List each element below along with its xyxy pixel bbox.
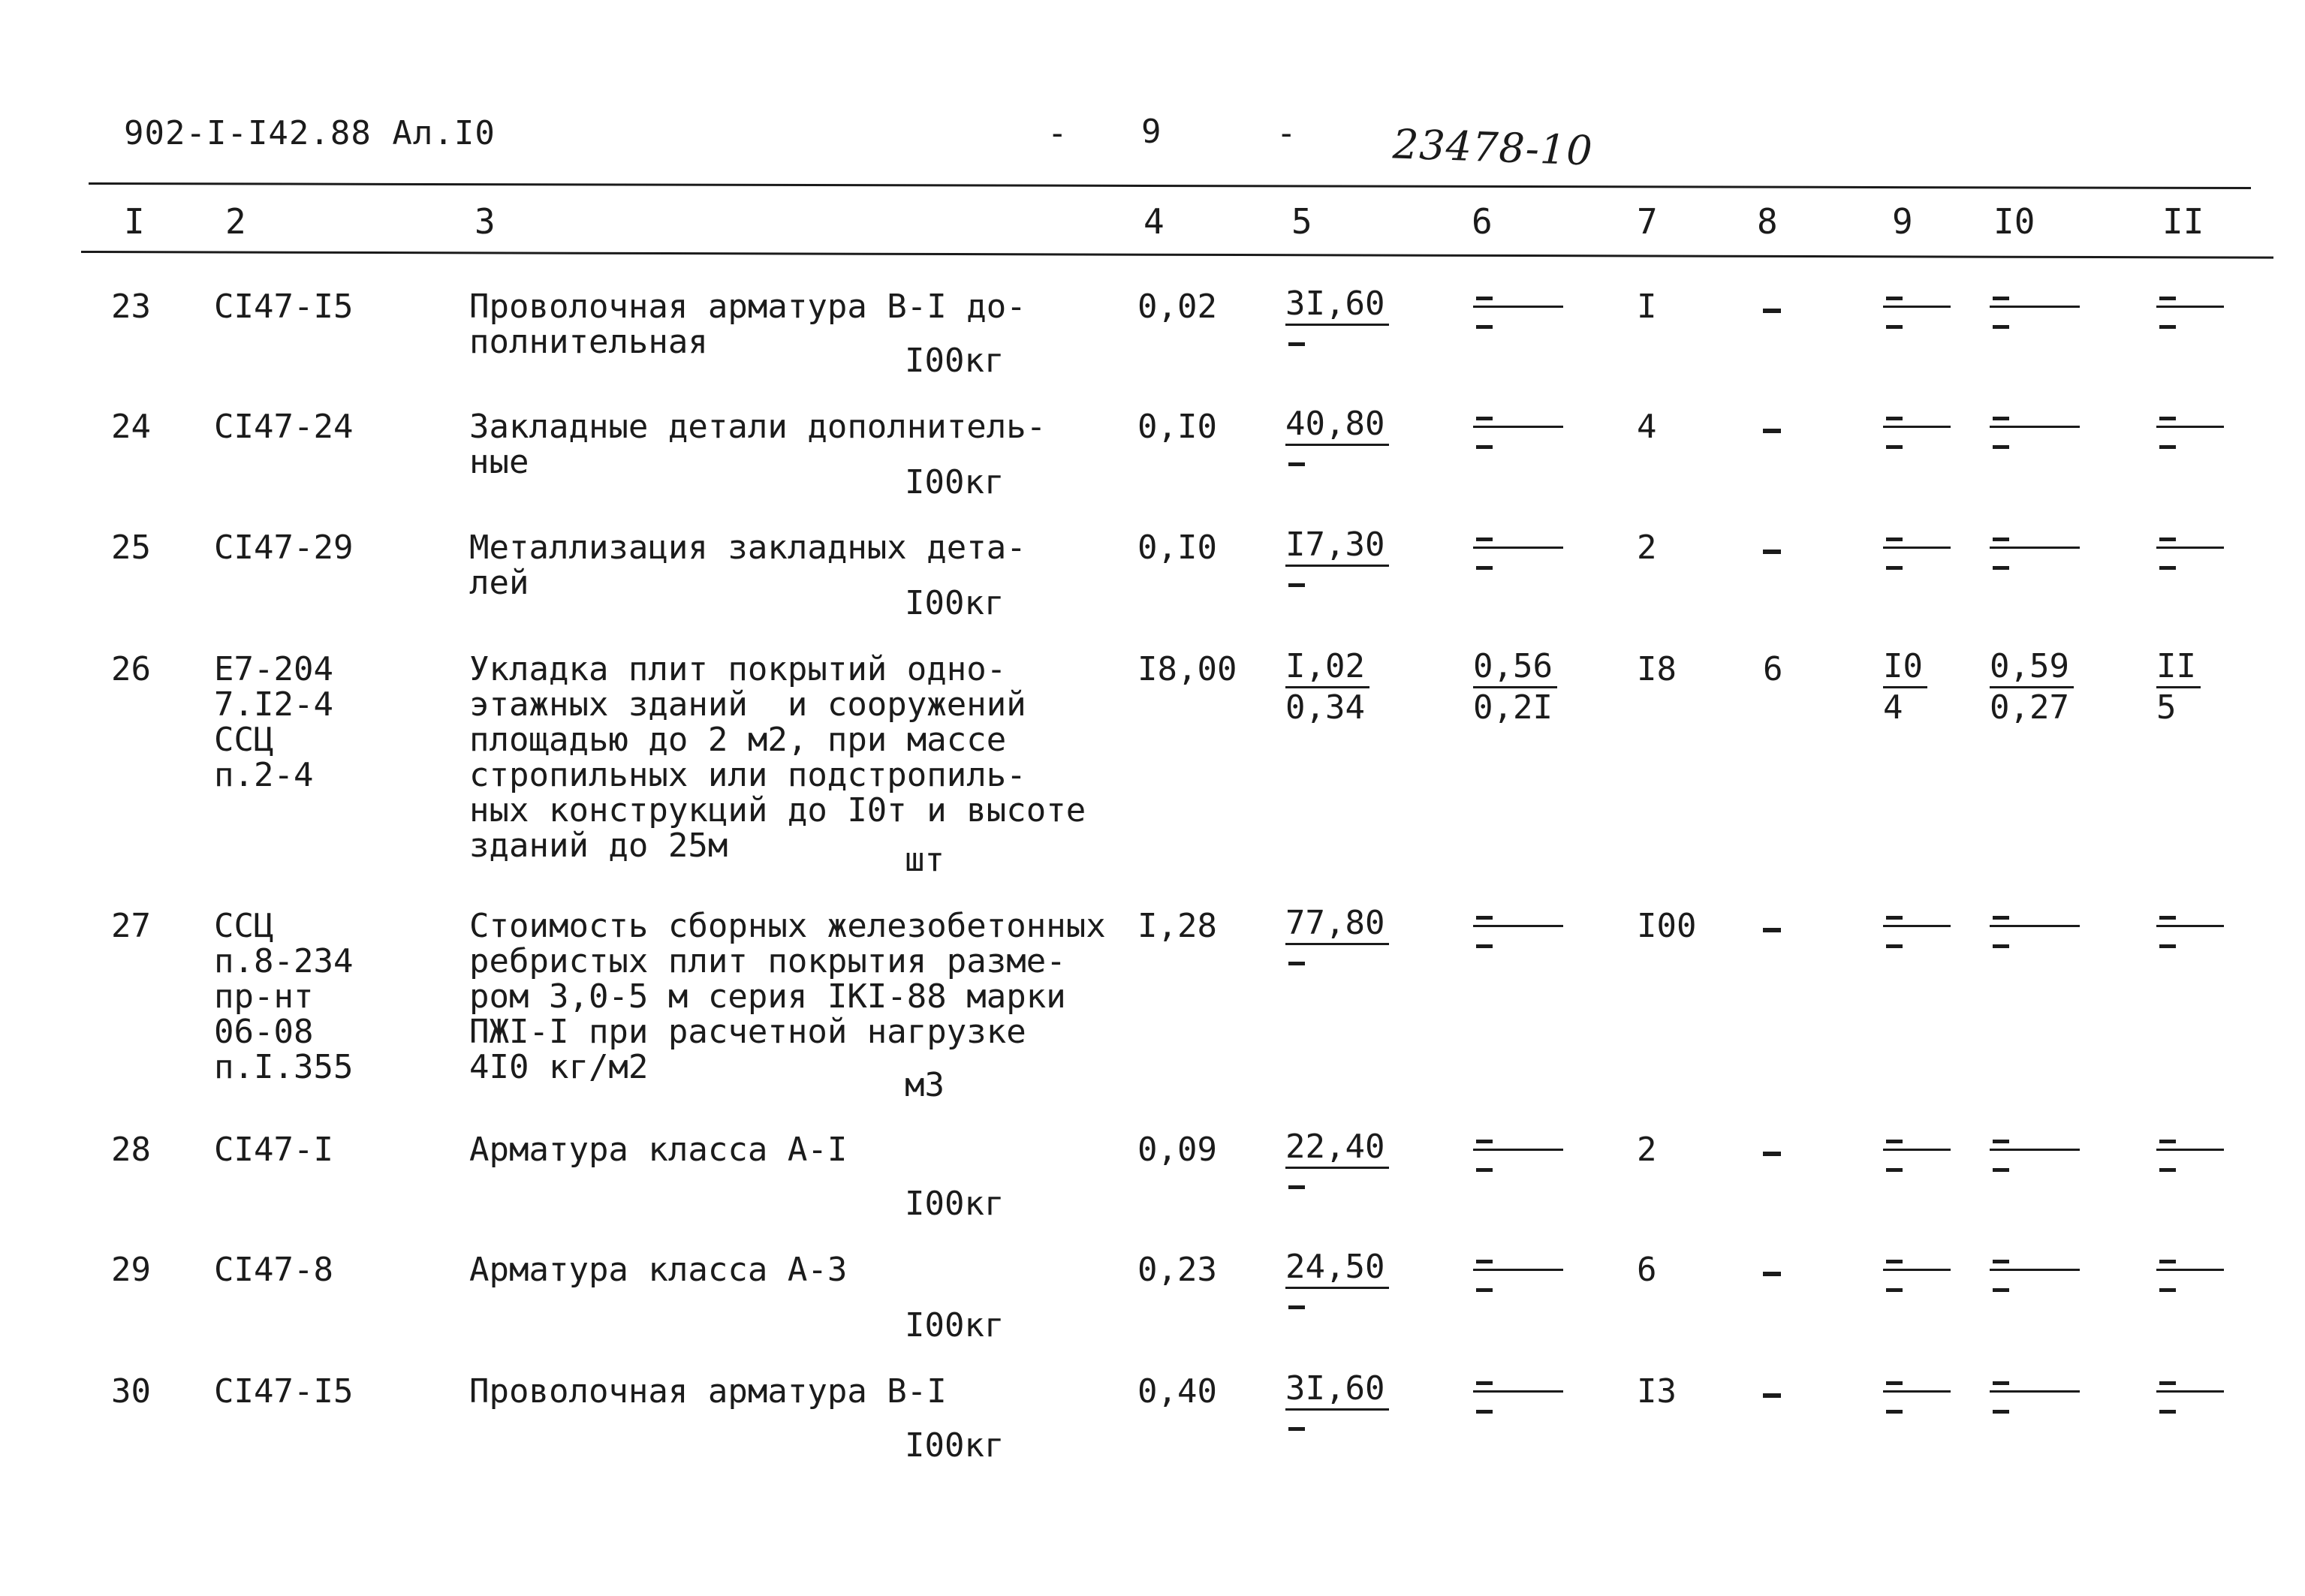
- cost-col-9-bottom: [1886, 944, 1903, 948]
- cost-col-11: [2156, 647, 2201, 727]
- cost-col-11-bottom: [2159, 944, 2176, 948]
- cost-col-10-bottom: [1993, 325, 2009, 329]
- total-col-7: 2: [1637, 1131, 1657, 1169]
- quantity: I8,00: [1137, 650, 1237, 688]
- cost-col-11-bottom: [2159, 1168, 2176, 1172]
- page-number: 9: [1141, 113, 1162, 151]
- cost-col-6: [1473, 647, 1557, 727]
- total-col-7: I00: [1637, 907, 1697, 945]
- cost-col-9-top: [1886, 417, 1903, 420]
- total-col-7: 4: [1637, 408, 1657, 446]
- total-col-8: [1763, 429, 1781, 433]
- cost-col-11-top: [2159, 1140, 2176, 1143]
- cost-col-11-bottom: [2159, 1410, 2176, 1414]
- unit-cost: [1285, 405, 1389, 485]
- cost-col-10-fraction-line: [1990, 306, 2080, 308]
- unit-cost-top: 77,80: [1285, 904, 1389, 945]
- unit-of-measure: I00кг: [905, 463, 1005, 501]
- row-number: 29: [111, 1251, 151, 1289]
- cost-col-6: [1473, 907, 1526, 952]
- work-description: Стоимость сборных железобетонных ребристых плит покрытия разме- ром 3,0-5 м серия IКI-88 марки ПЖI-I при расчетной нагрузке 4I0 кг/м2: [469, 907, 1106, 1086]
- quantity: 0,40: [1137, 1372, 1217, 1411]
- cost-col-11-top: [2159, 417, 2176, 420]
- cost-col-10-bottom: 0,27: [1990, 688, 2069, 727]
- unit-cost: [1285, 285, 1389, 365]
- cost-col-9-fraction-line: [1883, 925, 1951, 927]
- rate-code: CI47-I: [214, 1131, 333, 1169]
- cost-col-6-top: [1476, 916, 1493, 920]
- work-description: Металлизация закладных дета- лей: [469, 528, 1026, 602]
- unit-cost-bottom: [1285, 945, 1389, 984]
- header-dash-right: -: [1276, 114, 1297, 152]
- unit-cost-top: 3I,60: [1285, 285, 1389, 326]
- cost-col-9-bottom: [1886, 325, 1903, 329]
- total-col-8: [1763, 309, 1781, 313]
- total-col-7: I8: [1637, 650, 1677, 688]
- handwritten-code: 23478-10: [1391, 120, 1594, 175]
- rate-code: CI47-24: [214, 408, 354, 446]
- cost-col-6-bottom: [1476, 944, 1493, 948]
- cost-col-6-bottom: [1476, 445, 1493, 449]
- cost-col-10-top: [1993, 1140, 2009, 1143]
- cost-col-6-fraction-line: [1473, 426, 1563, 428]
- cost-col-9-fraction-line: [1883, 426, 1951, 428]
- unit-cost-top: I,02: [1285, 647, 1369, 688]
- row-number: 27: [111, 907, 151, 945]
- unit-cost-bottom: [1285, 1289, 1389, 1328]
- total-col-8: [1763, 1393, 1781, 1398]
- column-number: 8: [1757, 201, 1778, 242]
- cost-col-6-bottom: [1476, 1288, 1493, 1292]
- unit-of-measure: I00кг: [905, 1426, 1005, 1465]
- cost-col-10-fraction-line: [1990, 925, 2080, 927]
- cost-col-10: [1990, 1372, 2042, 1417]
- total-col-7: 2: [1637, 528, 1657, 567]
- cost-col-9-top: [1886, 1260, 1903, 1263]
- cost-col-6-top: [1476, 538, 1493, 541]
- cost-col-11-top: [2159, 1260, 2176, 1263]
- total-col-8: [1763, 1152, 1781, 1156]
- unit-cost-bottom: [1285, 446, 1389, 485]
- cost-col-10-bottom: [1993, 1168, 2009, 1172]
- cost-col-9-bottom: [1886, 566, 1903, 570]
- cost-col-10-fraction-line: [1990, 547, 2080, 549]
- rate-code: CI47-I5: [214, 288, 354, 326]
- cost-col-10-top: [1993, 417, 2009, 420]
- cost-col-10-top: 0,59: [1990, 647, 2074, 688]
- cost-col-9-top: [1886, 1381, 1903, 1385]
- unit-cost-bottom: [1285, 326, 1389, 365]
- column-number: 2: [225, 201, 246, 242]
- cost-col-11-top: [2159, 297, 2176, 300]
- cost-col-11: [2156, 1372, 2209, 1417]
- unit-cost-bottom: [1285, 1169, 1389, 1208]
- unit-cost: [1285, 904, 1389, 984]
- cost-col-9: [1883, 647, 1927, 727]
- cost-col-11-fraction-line: [2156, 306, 2224, 308]
- cost-col-11-top: [2159, 916, 2176, 920]
- row-number: 26: [111, 650, 151, 688]
- cost-col-6-fraction-line: [1473, 547, 1563, 549]
- cost-col-6: [1473, 1251, 1526, 1296]
- cost-col-9-fraction-line: [1883, 547, 1951, 549]
- unit-cost-top: 24,50: [1285, 1248, 1389, 1289]
- work-description: Проволочная арматура B-I до- полнительная: [469, 288, 1026, 361]
- dash-mark: [1288, 962, 1305, 965]
- cost-col-11: [2156, 408, 2209, 453]
- total-col-7: I: [1637, 288, 1657, 326]
- row-number: 23: [111, 288, 151, 326]
- cost-col-6-fraction-line: [1473, 925, 1563, 927]
- cost-col-10: [1990, 1131, 2042, 1176]
- quantity: 0,02: [1137, 288, 1217, 326]
- header-dash-left: -: [1047, 114, 1068, 152]
- column-number: 6: [1472, 201, 1493, 242]
- cost-col-10: [1990, 1251, 2042, 1296]
- cost-col-6-top: [1476, 1140, 1493, 1143]
- cost-col-9-fraction-line: [1883, 306, 1951, 308]
- dash-mark: [1288, 462, 1305, 466]
- row-number: 30: [111, 1372, 151, 1411]
- cost-col-9-fraction-line: [1883, 1149, 1951, 1151]
- column-number: 3: [475, 201, 496, 242]
- cost-col-11: [2156, 1251, 2209, 1296]
- cost-col-9-bottom: [1886, 445, 1903, 449]
- cost-col-11-bottom: 5: [2156, 688, 2177, 727]
- cost-col-9-bottom: [1886, 1168, 1903, 1172]
- rate-code: ССЦ п.8-234 пр-нт 06-08 п.I.355: [214, 907, 354, 1086]
- cost-col-10-fraction-line: [1990, 1390, 2080, 1393]
- cost-col-9: [1883, 408, 1936, 453]
- cost-col-6-top: [1476, 1260, 1493, 1263]
- quantity: 0,23: [1137, 1251, 1217, 1289]
- cost-col-6-bottom: [1476, 566, 1493, 570]
- cost-col-10: [1990, 528, 2042, 574]
- cost-col-6-bottom: [1476, 325, 1493, 329]
- cost-col-9-bottom: 4: [1883, 688, 1903, 727]
- cost-col-9-fraction-line: [1883, 1390, 1951, 1393]
- total-col-7: 6: [1637, 1251, 1657, 1289]
- cost-col-10-fraction-line: [1990, 426, 2080, 428]
- header-bottom-rule: [81, 251, 2273, 259]
- cost-col-9-top: [1886, 1140, 1903, 1143]
- unit-cost-top: I7,30: [1285, 525, 1389, 567]
- cost-col-9-top: [1886, 297, 1903, 300]
- quantity: I,28: [1137, 907, 1217, 945]
- cost-col-6-fraction-line: [1473, 1390, 1563, 1393]
- cost-col-10-top: [1993, 1260, 2009, 1263]
- cost-col-11-fraction-line: [2156, 426, 2224, 428]
- cost-col-11-bottom: [2159, 445, 2176, 449]
- cost-col-11-bottom: [2159, 566, 2176, 570]
- table-top-rule: [89, 182, 2251, 189]
- cost-col-11: [2156, 528, 2209, 574]
- work-description: Проволочная арматура B-I: [469, 1372, 947, 1411]
- dash-mark: [1288, 1305, 1305, 1309]
- cost-col-10-top: [1993, 916, 2009, 920]
- cost-col-11-bottom: [2159, 1288, 2176, 1292]
- row-number: 24: [111, 408, 151, 446]
- unit-cost-top: 22,40: [1285, 1128, 1389, 1169]
- cost-col-6-top: [1476, 1381, 1493, 1385]
- unit-cost-bottom: 0,34: [1285, 688, 1365, 727]
- cost-col-6-fraction-line: [1473, 1269, 1563, 1271]
- work-description: Арматура класса А-I: [469, 1131, 848, 1169]
- column-number: 7: [1637, 201, 1658, 242]
- dash-mark: [1288, 583, 1305, 587]
- cost-col-6: [1473, 408, 1526, 453]
- column-number: II: [2162, 201, 2204, 242]
- cost-col-11-top: II: [2156, 647, 2201, 688]
- cost-col-6-bottom: 0,2I: [1473, 688, 1553, 727]
- quantity: 0,09: [1137, 1131, 1217, 1169]
- document-code: 902-I-I42.88 Ал.I0: [124, 114, 496, 152]
- cost-col-6-fraction-line: [1473, 1149, 1563, 1151]
- row-number: 25: [111, 528, 151, 567]
- cost-col-11: [2156, 288, 2209, 333]
- unit-of-measure: м3: [905, 1066, 945, 1104]
- cost-col-10-fraction-line: [1990, 1269, 2080, 1271]
- total-col-7: I3: [1637, 1372, 1677, 1411]
- cost-col-10-bottom: [1993, 445, 2009, 449]
- column-number: 9: [1892, 201, 1913, 242]
- cost-col-6-bottom: [1476, 1168, 1493, 1172]
- unit-of-measure: I00кг: [905, 342, 1005, 380]
- cost-col-11-top: [2159, 1381, 2176, 1385]
- unit-of-measure: шт: [905, 841, 945, 879]
- cost-col-9: [1883, 907, 1936, 952]
- cost-col-10: [1990, 907, 2042, 952]
- cost-col-10-bottom: [1993, 566, 2009, 570]
- unit-cost-bottom: [1285, 567, 1389, 606]
- rate-code: CI47-29: [214, 528, 354, 567]
- cost-col-6-bottom: [1476, 1410, 1493, 1414]
- work-description: Арматура класса А-3: [469, 1251, 848, 1289]
- cost-col-6: [1473, 288, 1526, 333]
- unit-of-measure: I00кг: [905, 1185, 1005, 1223]
- total-col-8: [1763, 550, 1781, 554]
- cost-col-9-bottom: [1886, 1410, 1903, 1414]
- cost-col-10-bottom: [1993, 1410, 2009, 1414]
- column-number: I0: [1993, 201, 2035, 242]
- cost-col-6: [1473, 1372, 1526, 1417]
- cost-col-10-top: [1993, 1381, 2009, 1385]
- cost-col-10-bottom: [1993, 944, 2009, 948]
- work-description: Укладка плит покрытий одно- этажных зданий и сооружений площадью до 2 м2, при массе стропильных или подстропиль- ных конструкций до I0т и высоте зданий до 25м: [469, 650, 1086, 865]
- cost-col-9: [1883, 288, 1936, 333]
- cost-col-9: [1883, 528, 1936, 574]
- cost-col-9-bottom: [1886, 1288, 1903, 1292]
- unit-cost: [1285, 525, 1389, 606]
- cost-col-9-top: [1886, 916, 1903, 920]
- unit-cost: [1285, 647, 1369, 727]
- cost-col-9-fraction-line: [1883, 1269, 1951, 1271]
- unit-cost: [1285, 1369, 1389, 1450]
- dash-mark: [1288, 1185, 1305, 1189]
- unit-cost: [1285, 1128, 1389, 1208]
- unit-cost-bottom: [1285, 1411, 1389, 1450]
- cost-col-9: [1883, 1372, 1936, 1417]
- total-col-8: [1763, 928, 1781, 932]
- row-number: 28: [111, 1131, 151, 1169]
- cost-col-10-top: [1993, 297, 2009, 300]
- cost-col-11-top: [2159, 538, 2176, 541]
- cost-col-6: [1473, 1131, 1526, 1176]
- quantity: 0,I0: [1137, 528, 1217, 567]
- dash-mark: [1288, 1427, 1305, 1431]
- cost-col-6-top: 0,56: [1473, 647, 1557, 688]
- cost-col-11-bottom: [2159, 325, 2176, 329]
- quantity: 0,I0: [1137, 408, 1217, 446]
- unit-cost: [1285, 1248, 1389, 1328]
- rate-code: CI47-I5: [214, 1372, 354, 1411]
- work-description: Закладные детали дополнитель- ные: [469, 408, 1047, 481]
- cost-col-10: [1990, 288, 2042, 333]
- cost-col-6-top: [1476, 417, 1493, 420]
- unit-cost-top: 3I,60: [1285, 1369, 1389, 1411]
- rate-code: CI47-8: [214, 1251, 333, 1289]
- unit-of-measure: I00кг: [905, 584, 1005, 622]
- cost-col-10-top: [1993, 538, 2009, 541]
- cost-col-10: [1990, 408, 2042, 453]
- unit-of-measure: I00кг: [905, 1306, 1005, 1345]
- cost-col-11-fraction-line: [2156, 1149, 2224, 1151]
- unit-cost-top: 40,80: [1285, 405, 1389, 446]
- dash-mark: [1288, 342, 1305, 346]
- column-number: 5: [1291, 201, 1312, 242]
- cost-col-6-top: [1476, 297, 1493, 300]
- cost-col-11: [2156, 907, 2209, 952]
- total-col-8: [1763, 1272, 1781, 1276]
- cost-col-10-fraction-line: [1990, 1149, 2080, 1151]
- cost-col-9: [1883, 1251, 1936, 1296]
- cost-col-11-fraction-line: [2156, 1390, 2224, 1393]
- cost-col-6-fraction-line: [1473, 306, 1563, 308]
- cost-col-9: [1883, 1131, 1936, 1176]
- cost-col-9-top: [1886, 538, 1903, 541]
- cost-col-10: [1990, 647, 2074, 727]
- cost-col-6: [1473, 528, 1526, 574]
- cost-col-9-top: I0: [1883, 647, 1927, 688]
- cost-col-11-fraction-line: [2156, 925, 2224, 927]
- total-col-8: 6: [1763, 650, 1783, 688]
- cost-col-11-fraction-line: [2156, 547, 2224, 549]
- cost-col-11: [2156, 1131, 2209, 1176]
- column-number: 4: [1143, 201, 1165, 242]
- column-number: I: [124, 201, 145, 242]
- rate-code: E7-204 7.I2-4 ССЦ п.2-4: [214, 650, 333, 794]
- cost-col-11-fraction-line: [2156, 1269, 2224, 1271]
- cost-col-10-bottom: [1993, 1288, 2009, 1292]
